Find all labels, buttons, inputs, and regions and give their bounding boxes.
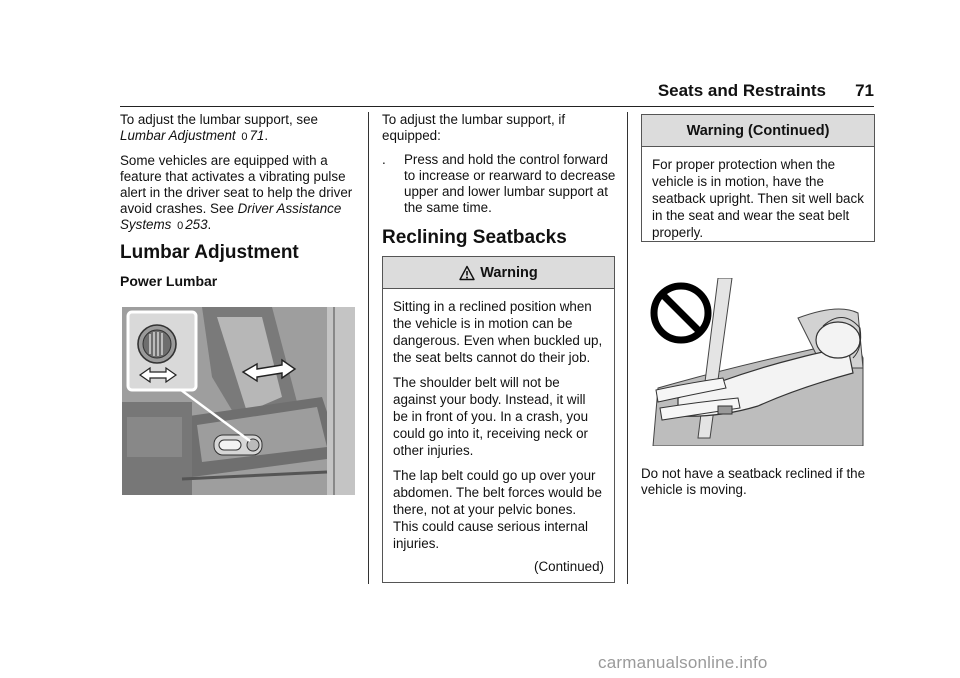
page-ref-icon: 0 — [241, 131, 248, 143]
column-3-caption — [641, 466, 873, 506]
warning-paragraph: Sitting in a reclined position when the vehicle is in motion can be dangerous. Even when buckled up, the seat belts cannot do their job. — [393, 299, 603, 365]
continued-label: (Continued) — [534, 559, 604, 574]
column-1 — [120, 112, 358, 242]
warning-triangle-icon — [459, 265, 475, 281]
warning-paragraph: The shoulder belt will not be against your body. Instead, it will be in front of you. In a crash, you could go into it, receiving neck or other injuries. — [393, 375, 589, 458]
warning-title: Warning — [480, 264, 538, 281]
lumbar-intro: To adjust the lumbar support, if equipped: — [382, 112, 566, 143]
vibration-alert-paragraph — [120, 153, 358, 234]
vibration-ref-end: . — [207, 217, 212, 232]
warning-paragraph: The lap belt could go up over your abdomen. The belt forces would be there, not at your pelvic bones. This could cause serious internal injuries. — [393, 468, 602, 551]
warning-continued-title: Warning (Continued) — [686, 122, 830, 139]
lumbar-instruction-bullet — [382, 152, 616, 216]
warning-header — [383, 257, 614, 289]
warning-continued-body — [642, 147, 874, 241]
lumbar-ref-paragraph — [120, 112, 358, 145]
section-title: Seats and Restraints — [657, 81, 826, 100]
bullet-marker: . — [382, 152, 386, 167]
lumbar-ref-page: 71 — [249, 128, 265, 143]
warning-continued-box — [641, 114, 875, 242]
vibration-alert-text: Some vehicles are equipped with a feature that activates a vibrating pulse alert in the driver seat to help the driver avoid crashes. See — [120, 153, 353, 216]
power-lumbar-illustration — [122, 307, 355, 495]
warning-body — [383, 289, 614, 575]
reclining-warning-box — [382, 256, 615, 583]
lumbar-ref-text: To adjust the lumbar support, see — [120, 112, 318, 127]
driver-assistance-link[interactable]: Driver Assistance Systems — [120, 201, 342, 232]
lumbar-adjustment-link[interactable]: Lumbar Adjustment — [120, 128, 236, 143]
lumbar-adjustment-heading: Lumbar Adjustment — [120, 242, 299, 263]
driver-assistance-ref-page: 253 — [185, 217, 208, 232]
warning-continued-header — [642, 115, 874, 147]
column-2 — [382, 112, 616, 216]
lumbar-ref-end: . — [264, 128, 269, 143]
warning-continued-text: For proper protection when the vehicle is in motion, have the seatback upright. Then sit well back in the seat and wear the seat belt properly. — [652, 157, 864, 240]
reclining-seatbacks-heading: Reclining Seatbacks — [382, 227, 567, 248]
column-divider-2 — [627, 112, 628, 584]
lumbar-instruction-text: Press and hold the control forward to increase or rearward to decrease upper and lower lumbar support at the same time. — [404, 152, 616, 215]
watermark: carmanualsonline.info — [598, 653, 768, 672]
header-rule — [120, 106, 874, 107]
power-lumbar-subheading: Power Lumbar — [120, 273, 218, 289]
reclined-seatback-illustration — [648, 278, 868, 446]
recline-caption: Do not have a seatback reclined if the vehicle is moving. — [641, 466, 866, 497]
page-number: 71 — [855, 81, 874, 100]
page-ref-icon: 0 — [177, 220, 184, 232]
column-divider-1 — [368, 112, 369, 584]
